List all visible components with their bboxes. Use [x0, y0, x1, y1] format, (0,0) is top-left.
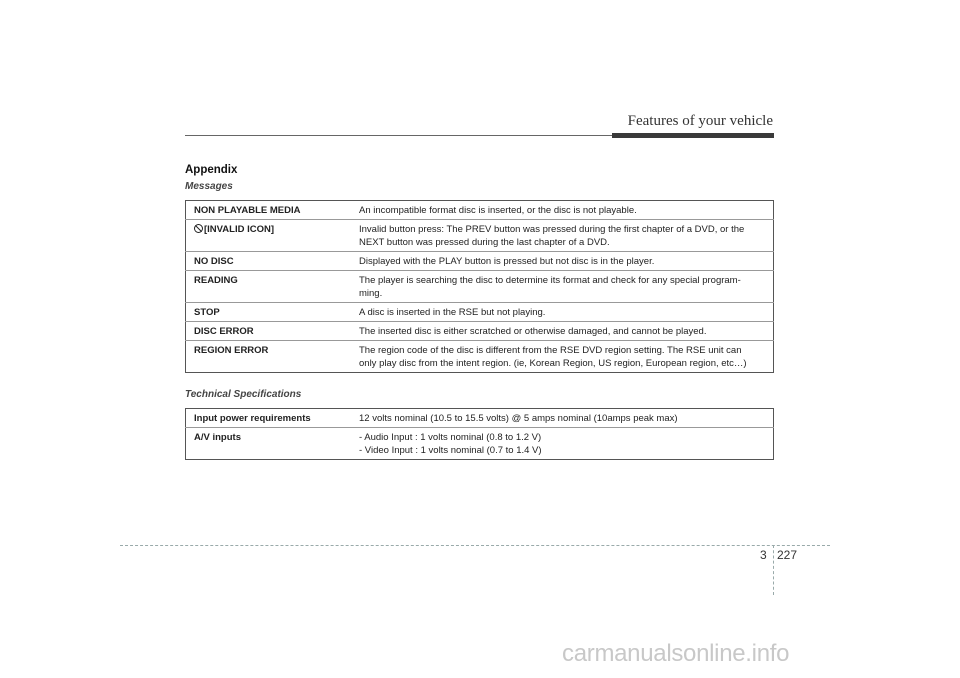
- row-description-cell: [353, 409, 774, 428]
- table-row: [186, 252, 774, 271]
- row-label: NON PLAYABLE MEDIA: [194, 205, 301, 216]
- row-label: Input power requirements: [194, 413, 311, 424]
- row-label: READING: [194, 275, 238, 286]
- messages-heading: Messages: [185, 181, 233, 192]
- row-description-line: Invalid button press: The PREV button was pressed during the first chapter of a DVD, or the: [359, 224, 745, 235]
- row-description-cell: [353, 252, 774, 271]
- footer-divider: [120, 545, 830, 546]
- row-label: [INVALID ICON]: [204, 224, 275, 235]
- watermark: carmanualsonline.info: [562, 640, 790, 667]
- row-description-line: A disc is inserted in the RSE but not playing.: [359, 307, 546, 318]
- row-label-cell: [186, 322, 354, 341]
- row-label-cell: [186, 271, 354, 303]
- row-label: A/V inputs: [194, 432, 241, 443]
- row-description-line: - Audio Input : 1 volts nominal (0.8 to 1.2 V): [359, 432, 542, 443]
- row-label-cell: [186, 428, 354, 460]
- row-description-cell: [353, 303, 774, 322]
- table-row: [186, 303, 774, 322]
- table-row: [186, 341, 774, 373]
- specs-heading: Technical Specifications: [185, 389, 302, 400]
- row-label: STOP: [194, 307, 220, 318]
- table-row: [186, 201, 774, 220]
- row-label-cell: [186, 201, 354, 220]
- row-description-cell: [353, 271, 774, 303]
- row-description-line: - Video Input : 1 volts nominal (0.7 to 1.4 V): [359, 445, 542, 456]
- row-description-line: NEXT button was pressed during the last chapter of a DVD.: [359, 237, 610, 248]
- row-description-line: only play disc from the intent region. (ie, Korean Region, US region, European region, etc…): [359, 358, 747, 369]
- row-label-cell: [186, 303, 354, 322]
- row-description-line: The player is searching the disc to determine its format and check for any special program-: [359, 275, 741, 286]
- chapter-number: 3: [760, 548, 767, 562]
- table-row: [186, 220, 774, 252]
- messages-table: [185, 200, 774, 373]
- row-label-cell: [186, 252, 354, 271]
- specs-table: [185, 408, 774, 460]
- row-label-cell: [186, 341, 354, 373]
- row-label: REGION ERROR: [194, 345, 269, 356]
- table-row: [186, 271, 774, 303]
- table-row: [186, 409, 774, 428]
- row-label-cell: [186, 220, 354, 252]
- footer-vertical-divider: [773, 545, 774, 595]
- row-description-cell: [353, 220, 774, 252]
- page-number: 227: [777, 548, 798, 562]
- row-description-line: The region code of the disc is different from the RSE DVD region setting. The RSE unit can: [359, 345, 742, 356]
- row-description-line: The inserted disc is either scratched or otherwise damaged, and cannot be played.: [359, 326, 707, 337]
- header-rule-accent: [612, 133, 774, 138]
- row-description-line: 12 volts nominal (10.5 to 15.5 volts) @ 5 amps nominal (10amps peak max): [359, 413, 678, 424]
- table-row: [186, 428, 774, 460]
- row-description-line: Displayed with the PLAY button is pressed but not disc is in the player.: [359, 256, 655, 267]
- table-row: [186, 322, 774, 341]
- row-label: NO DISC: [194, 256, 234, 267]
- page-header-title: Features of your vehicle: [627, 113, 773, 129]
- row-description-line: An incompatible format disc is inserted, or the disc is not playable.: [359, 205, 637, 216]
- header-rule: [185, 135, 615, 136]
- row-description-cell: [353, 341, 774, 373]
- row-description-cell: [353, 201, 774, 220]
- row-description-line: ming.: [359, 288, 383, 299]
- row-label-cell: [186, 409, 354, 428]
- section-title: Appendix: [185, 164, 238, 176]
- row-description-cell: [353, 428, 774, 460]
- row-label: DISC ERROR: [194, 326, 254, 337]
- row-description-cell: [353, 322, 774, 341]
- no-entry-icon: [194, 224, 203, 233]
